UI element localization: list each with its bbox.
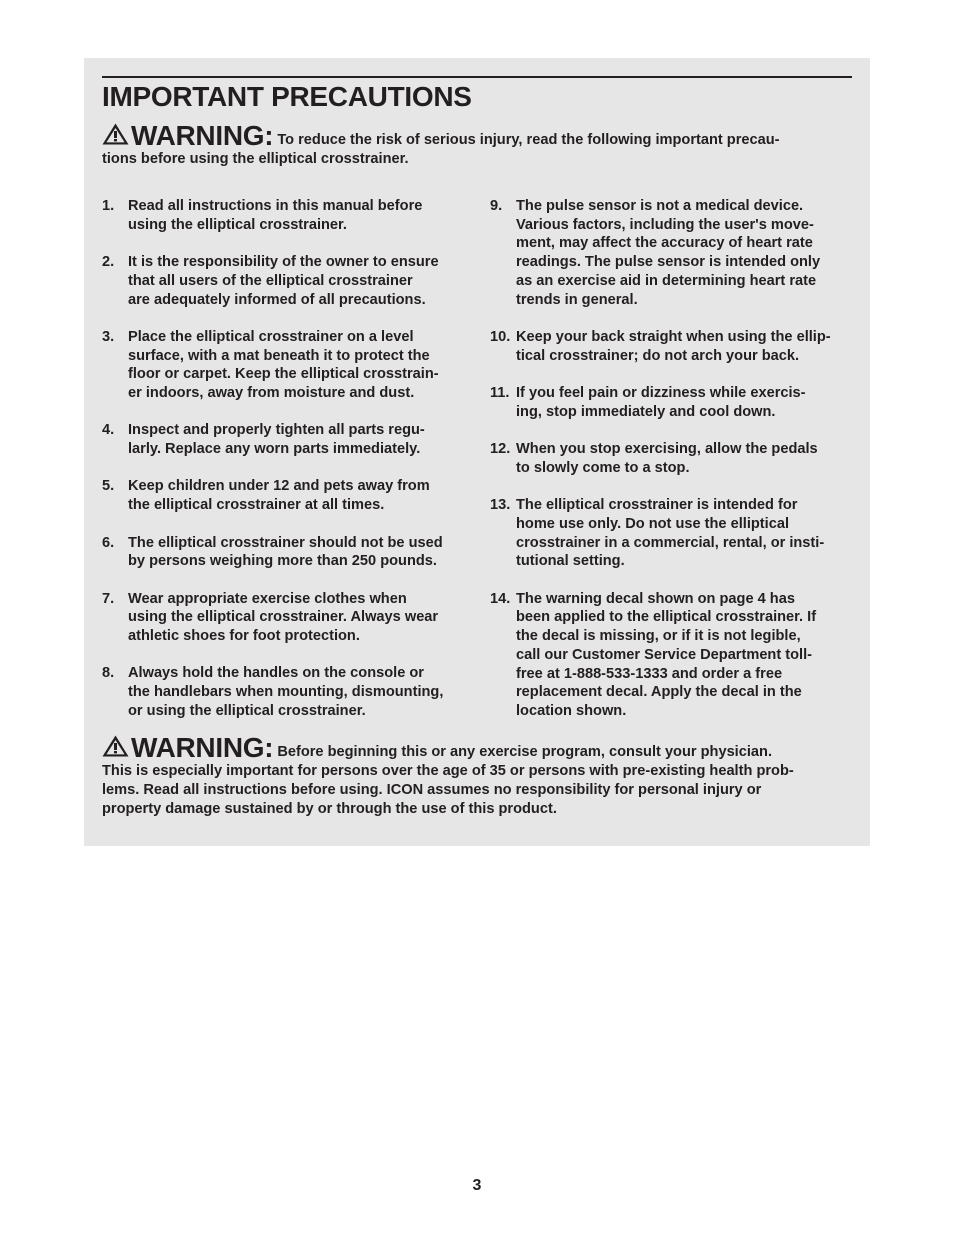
precaution-item — [102, 477, 468, 514]
precaution-text: The warning decal shown on page 4 has been applied to the elliptical crosstrainer. If the decal is missing, or if it is not legible, call our Customer Service Department toll- free at 1-888-533-1333 and order a free replacement decal. Apply the decal in the location shown. — [516, 590, 817, 719]
precaution-number: 1. — [102, 198, 115, 214]
precaution-number: 8. — [102, 665, 115, 682]
precaution-item — [490, 440, 856, 477]
precaution-text: If you feel pain or dizziness while exercis- ing, stop immediately and cool down. — [516, 385, 806, 420]
precaution-text: Keep your back straight when using the ellip- tical crosstrainer; do not arch your back. — [516, 328, 831, 364]
warning-intro — [102, 122, 854, 169]
precaution-number: 9. — [490, 198, 503, 214]
precaution-number: 13. — [490, 497, 511, 514]
title-rule — [102, 76, 852, 78]
precaution-item — [490, 384, 856, 421]
precautions-list-left — [102, 197, 468, 739]
precaution-item — [490, 197, 856, 309]
precaution-number: 7. — [102, 590, 115, 607]
warning-label: WARNING: — [131, 732, 274, 763]
precaution-number: 2. — [102, 254, 115, 271]
precaution-number: 14. — [490, 590, 511, 607]
precaution-text: Keep children under 12 and pets away from the elliptical crosstrainer at all times. — [128, 478, 430, 514]
warning-physician-text: Before beginning this or any exercise program, consult your physician. This is especially important for persons over the age of 35 or persons with pre-existing health prob- lems. Read all instructions before using. ICON assumes no responsibility for personal injury or property damage sustained by or through the use of this product. — [102, 744, 794, 817]
warning-triangle-icon — [102, 735, 129, 757]
precaution-text: The elliptical crosstrainer is intended for home use only. Do not use the elliptical crosstrainer in a commercial, rental, or insti- tutional setting. — [516, 497, 825, 570]
precaution-item — [102, 253, 468, 309]
precautions-list-right — [490, 197, 856, 739]
precaution-item — [102, 664, 468, 720]
precaution-text: Wear appropriate exercise clothes when using the elliptical crosstrainer. Always wear athletic shoes for foot protection. — [128, 590, 439, 645]
warning-triangle-icon — [102, 123, 129, 145]
precaution-text: Inspect and properly tighten all parts regu- larly. Replace any worn parts immediately. — [128, 422, 425, 458]
precaution-item — [490, 496, 856, 571]
precaution-text: The elliptical crosstrainer should not be used by persons weighing more than 250 pounds. — [128, 534, 443, 570]
precaution-item — [102, 328, 468, 403]
precaution-text: When you stop exercising, allow the pedals to slowly come to a stop. — [516, 441, 818, 476]
precaution-number: 12. — [490, 441, 511, 458]
precaution-text: Always hold the handles on the console or the handlebars when mounting, dismounting, or using the elliptical crosstrainer. — [128, 665, 444, 719]
warning-physician — [102, 734, 854, 819]
precaution-number: 3. — [102, 328, 115, 345]
precaution-text: Place the elliptical crosstrainer on a level surface, with a mat beneath it to protect the floor or carpet. Keep the elliptical crosstrain- er indoors, away from moisture and dust. — [128, 328, 439, 401]
warning-label: WARNING: — [131, 120, 274, 151]
page-title: IMPORTANT PRECAUTIONS — [102, 81, 472, 112]
warning-intro-text: To reduce the risk of serious injury, read the following important precau- tions before using the elliptical crosstrainer. — [102, 132, 780, 167]
page-number: 3 — [472, 1177, 482, 1194]
precaution-text: The pulse sensor is not a medical device. Various factors, including the user's move- ment, may affect the accuracy of heart rate readings. The pulse sensor is intended only as an exercise aid in determining heart rate trends in general. — [516, 198, 821, 308]
precaution-item — [102, 421, 468, 458]
precaution-text: It is the responsibility of the owner to ensure that all users of the elliptical crosstrainer are adequately informed of all precautions. — [128, 254, 439, 308]
precaution-item — [102, 534, 468, 571]
precaution-number: 10. — [490, 328, 511, 345]
precaution-number: 5. — [102, 478, 115, 495]
precaution-item — [102, 197, 468, 234]
precaution-number: 6. — [102, 534, 115, 551]
precaution-item — [102, 590, 468, 646]
precaution-number: 11. — [490, 385, 510, 401]
precaution-item — [490, 590, 856, 721]
precaution-number: 4. — [102, 422, 115, 439]
precaution-item — [490, 328, 856, 365]
precaution-text: Read all instructions in this manual before using the elliptical crosstrainer. — [128, 198, 423, 233]
